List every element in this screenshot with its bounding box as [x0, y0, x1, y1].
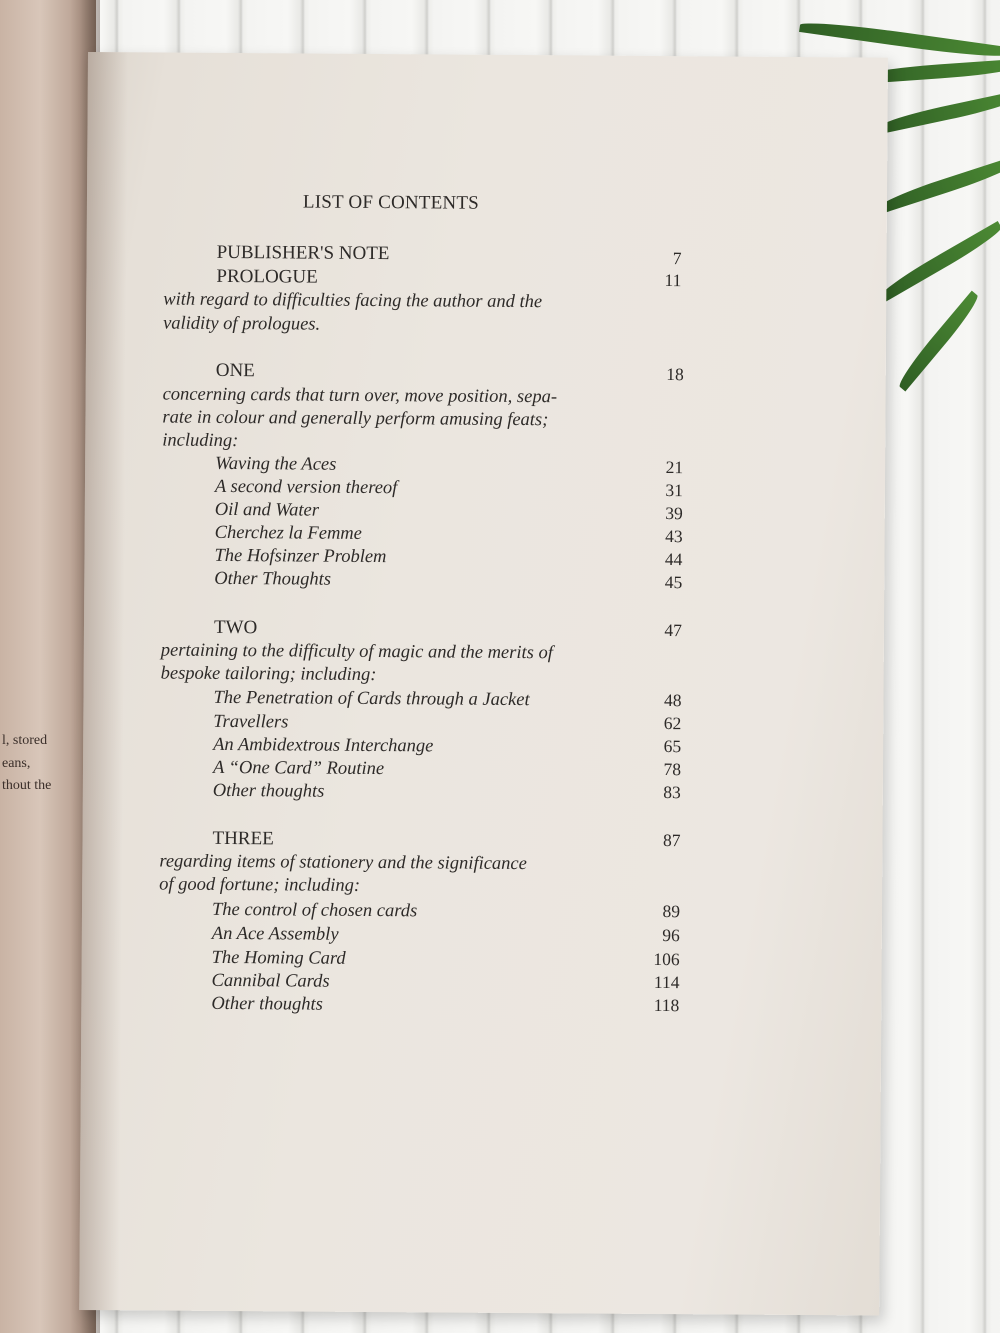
- left-page-text: l, stored: [2, 733, 48, 748]
- page-number: 96: [662, 925, 680, 946]
- toc-entry: Cherchez la Femme: [214, 522, 362, 544]
- toc-entry: Other Thoughts: [214, 568, 332, 590]
- page-number: 47: [664, 620, 683, 641]
- page-number: 43: [665, 526, 683, 547]
- section-description: rate in colour and generally perform amusing feats;: [162, 407, 549, 431]
- section-description: of good fortune; including:: [159, 874, 361, 896]
- section-description: bespoke tailoring; including:: [160, 663, 377, 686]
- chapter-heading-three: THREE: [212, 827, 274, 850]
- section-description: validity of prologues.: [163, 313, 321, 335]
- page-number: 106: [653, 948, 680, 970]
- page-number: 65: [663, 736, 682, 757]
- page-number: 87: [662, 830, 681, 851]
- page-number: 44: [664, 549, 683, 570]
- section-description: concerning cards that turn over, move position, sepa-: [162, 384, 558, 408]
- page-number: 78: [663, 759, 682, 780]
- chapter-heading-one: ONE: [215, 359, 255, 382]
- toc-entry: The Penetration of Cards through a Jacket: [213, 687, 530, 711]
- toc-entry: Travellers: [213, 711, 289, 733]
- toc-entry-prologue: PROLOGUE: [216, 265, 318, 288]
- page-number: 89: [662, 901, 681, 922]
- contents-page: [79, 52, 888, 1316]
- toc-entry: A second version thereof: [214, 476, 398, 499]
- toc-entry: Cannibal Cards: [211, 970, 330, 992]
- toc-entry: The Homing Card: [211, 947, 346, 969]
- toc-entry: Oil and Water: [214, 499, 320, 521]
- toc-entry-publishers-note: PUBLISHER'S NOTE: [216, 241, 390, 265]
- page-number: 48: [663, 690, 682, 711]
- toc-entry: An Ace Assembly: [211, 923, 339, 945]
- toc-entry: Other thoughts: [211, 993, 323, 1015]
- toc-entry: The control of chosen cards: [211, 899, 418, 922]
- section-description: with regard to difficulties facing the author and the: [163, 289, 543, 313]
- table-of-contents: [79, 52, 888, 1316]
- left-page-text: eans,: [2, 756, 31, 771]
- section-description: including:: [162, 430, 239, 452]
- page-number: 83: [663, 782, 681, 803]
- page-number: 45: [664, 572, 683, 593]
- page-number: 114: [653, 971, 680, 993]
- page-number: 31: [665, 480, 684, 501]
- section-description: pertaining to the difficulty of magic and the merits of: [160, 640, 553, 664]
- page-number: 21: [665, 457, 684, 478]
- left-page-text: thout the: [2, 778, 52, 793]
- page-number: 18: [666, 364, 684, 385]
- page-number: 39: [665, 503, 683, 524]
- page-number: 7: [672, 248, 682, 269]
- chapter-heading-two: TWO: [213, 616, 258, 639]
- page-number: 11: [664, 270, 682, 291]
- page-number: 118: [653, 994, 680, 1016]
- toc-entry: Other thoughts: [212, 780, 325, 802]
- section-description: regarding items of stationery and the significance: [159, 851, 527, 875]
- page-number: 62: [663, 713, 682, 734]
- toc-entry: Waving the Aces: [215, 453, 337, 475]
- toc-entry: The Hofsinzer Problem: [214, 545, 387, 568]
- toc-entry: A “One Card” Routine: [212, 757, 385, 780]
- toc-title: LIST OF CONTENTS: [302, 191, 480, 214]
- toc-entry: An Ambidextrous Interchange: [213, 734, 434, 757]
